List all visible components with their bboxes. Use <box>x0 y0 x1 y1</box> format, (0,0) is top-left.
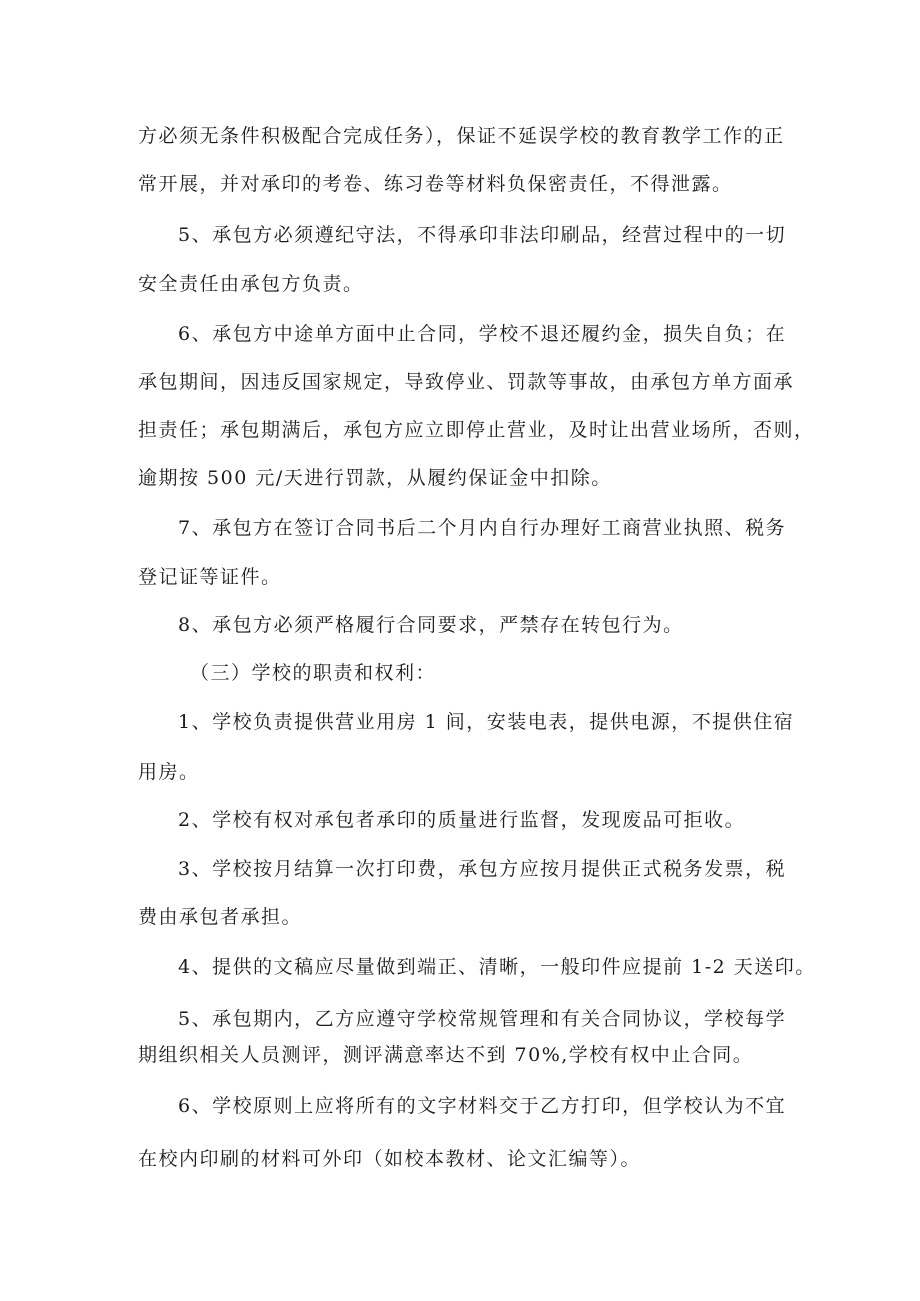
paragraph-line: 期组织相关人员测评，测评满意率达不到 70%,学校有权中止合同。 <box>138 1044 754 1066</box>
paragraph-line: 担责任；承包期满后，承包方应立即停止营业，及时让出营业场所，否则， <box>138 419 815 441</box>
paragraph-line: 登记证等证件。 <box>138 566 282 588</box>
paragraph-line: 1、学校负责提供营业用房 1 间，安装电表，提供电源，不提供住宿 <box>178 711 795 733</box>
paragraph-line: 4、提供的文稿应尽量做到端正、清晰，一般印件应提前 1-2 天送印。 <box>178 956 816 978</box>
paragraph-line: 6、学校原则上应将所有的文字材料交于乙方打印，但学校认为不宜 <box>178 1095 787 1117</box>
paragraph-line: 逾期按 500 元/天进行罚款，从履约保证金中扣除。 <box>138 467 612 489</box>
paragraph-line: 费由承包者承担。 <box>138 906 303 928</box>
section-heading: （三）学校的职责和权利： <box>190 662 437 684</box>
paragraph-line: 2、学校有权对承包者承印的质量进行监督，发现废品可拒收。 <box>178 809 746 831</box>
paragraph-line: 3、学校按月结算一次打印费，承包方应按月提供正式税务发票，税 <box>178 858 787 880</box>
paragraph-line: 承包期间，因违反国家规定，导致停业、罚款等事故，由承包方单方面承 <box>138 371 795 393</box>
paragraph-line: 5、承包期内，乙方应遵守学校常规管理和有关合同协议，学校每学 <box>178 1008 787 1030</box>
paragraph-line: 安全责任由承包方负责。 <box>138 273 364 295</box>
paragraph-line: 8、承包方必须严格履行合同要求，严禁存在转包行为。 <box>178 614 684 636</box>
paragraph-line: 7、承包方在签订合同书后二个月内自行办理好工商营业执照、税务 <box>178 517 787 539</box>
paragraph-line: 常开展，并对承印的考卷、练习卷等材料负保密责任，不得泄露。 <box>138 173 733 195</box>
paragraph-line: 在校内印刷的材料可外印（如校本教材、论文汇编等）。 <box>138 1148 642 1170</box>
paragraph-line: 6、承包方中途单方面中止合同，学校不退还履约金，损失自负；在 <box>178 323 787 345</box>
paragraph-line: 5、承包方必须遵纪守法，不得承印非法印刷品，经营过程中的一切 <box>178 224 787 246</box>
paragraph-line: 方必须无条件积极配合完成任务），保证不延误学校的教育教学工作的正 <box>138 125 785 147</box>
paragraph-line: 用房。 <box>138 761 200 783</box>
